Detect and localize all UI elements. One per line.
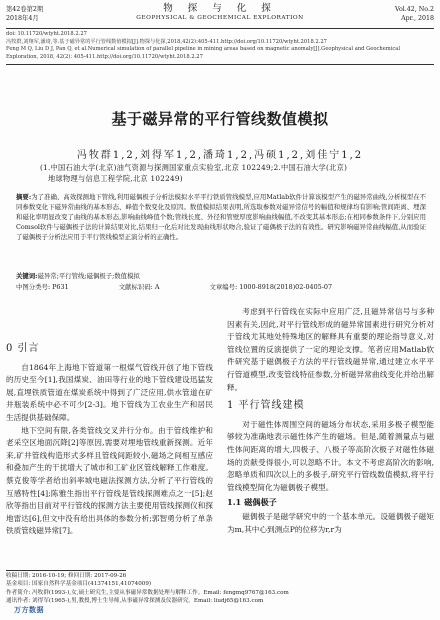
abstract-label: 摘要: [16,193,32,201]
affiliation-line-2: 地球物理与信息工程学院,北京 102249) [48,174,183,183]
month-label: Apr., 2018 [401,15,434,22]
abstract [16,192,426,242]
header-rule [6,28,434,29]
affiliations [40,162,410,184]
journal-title-cn: 物 探 与 化 探 [163,3,277,14]
intro-heading: 0 引言 [6,343,40,354]
volume-label: Vol.42, No.2 [395,6,434,13]
keywords-text: 磁异常;平行管线;磁偶极子;数值模拟 [37,272,140,280]
citation-en-1: Feng M Q, Liu D J, Pan Q, et al.Numerical simulation of parallel pipeline in mining areas based on magnetic anomaly[J].Geophysical and Geochemical [6,46,401,53]
header-right [395,5,434,23]
left-column [6,337,213,538]
document-code: 文献标识码: A [118,283,160,291]
journal-title-en: GEOPHYSICAL & GEOCHEMICAL EXPLORATION [136,15,304,21]
keywords [16,271,426,280]
fund-info: 基金项目: 国家自然科学基金项目(41374151,41074009) [6,581,152,588]
date-label: 2018年4月 [6,15,39,22]
author-bio: 作者简介: 冯牧群(1993-),女,硕士研究生,主要从事磁异常数据处理与解释工作。Email: fengmq9767@163.com [6,589,289,596]
right-paragraph-3: 磁偶极子是磁学研究中的一个基本单元。设磁偶极子磁矩为m,其中心到测点P的位移为r,r为 [227,511,434,534]
abstract-text: 为了准确、高效探测地下管线,利用磁偶极子分析法模拟水平平行铁质管线模型,应用Matlab软件计算该模型产生的磁异常曲线,分析模型在不同参数变化下磁异常曲线的基本形态、峰值个数变化及原因。数值模拟结果表明,所选取参数对磁异常信号的幅值和规律均有影响;管间距离、埋深和磁化率明显改变了曲线的基本形态,影响曲线峰值个数;管线长度、外径和管壁厚度影响曲线幅值,不改变其基本形态;在相同参数条件下,分别应用Comsol软件与磁偶极子法的计算结果对比,结果归一化后对比发现曲线形状吻合,验证了磁偶极子法的有效性。研究影响磁异常曲线幅值,从而验证了磁偶极子分析法应用于平行管线模型正演分析的正确性。 [16,193,427,242]
page-header [6,2,434,28]
header-center [6,3,434,22]
citation-block [6,31,432,61]
wanfang-logo: 万方数据 [14,605,44,614]
right-paragraph-1: 考虑到平行管线在实际中应用广泛,且磁异常信号与多种因素有关,因此,对平行管线形成的磁异常国素进行研究分析对于管线尤其地处特殊地区的解释具有重要的理论指导意义,对管线位置的反演提供了一定的理论支撑。笔者应用Matlab软件研究基于磁偶极子方法的平行管线磁异常,通过建立水平平行管道模型,改变管线特征参数,分析磁异常曲线变化并给出解释。 [227,307,434,392]
citation-cn: 冯牧群,刘翔军,潘琦,等.基于磁异常的平行管线数值模拟[J].物探与化探,2018,42(2):405-411.http://doi.org/10.11720/wtyht.2018.2.27 [6,38,327,45]
article-number: 文章编号: 1000-8918(2018)02-0405-07 [209,283,333,291]
author-list: 冯牧群1,2,刘得军1,2,潘琦1,2,冯硕1,2,刘佳宁1,2 [76,150,364,161]
footnotes [6,572,432,605]
right-column [227,306,434,536]
citation-en-2: Exploration, 2018, 42(2): 405-411.http://doi.org/10.11720/wtyht.2018.2.27 [6,53,203,60]
right-paragraph-2: 对于磁性体周围空间的磁场分布状态,采用多极子模型能够较为准确地表示磁性体产生的磁场。但是,随着测量点与磁性体间距离的增大,四极子、八极子等高阶次极子对磁性体磁场的贡献受得很小,可以忽略不计。本文不考虑高阶次的影响,忽略单质和四次以上的多极子,研究平行管线数值模拟,将平行管线模型简化为磁偶极子模型。 [227,419,434,492]
clc-number: 中图分类号: P631 [16,283,69,291]
keywords-label: 关键词: [16,272,38,280]
corresponding-author: 通讯作者: 刘得军(1965-),男,教授,博士生导师,从事磁异常探测及仪器研究。Email: liudj65@163.com [6,597,264,604]
footnote-rule [6,570,126,571]
citation-rule [6,64,434,65]
issue-label: 第42卷第2期 [6,6,44,13]
section-1-1-heading: 1.1 磁偶极子 [227,497,277,508]
classification-line [16,282,426,291]
section-1-heading: 1 平行管线建模 [227,400,305,412]
received-date: 收稿日期: 2016-10-19; 修回日期: 2017-09-26 [6,573,127,579]
doi-line: doi: 10.11720/wtyht.2018.2.27 [6,31,87,37]
intro-paragraph-2: 地下空间有限,各类管线交叉并行分布。由于管线维护和老采空区地面沉降[2]等原因,需要对埋地管线重新探测。近年来,矿井管线构造形式多样且管线间距较小,磁场之间相互感应和叠加产生的干扰增大了城市和工矿业区管线解释工作难度。蔡克俊等学者给出斜率城电磁法探测方法,分析了平行管线的互感特性[4];陈雅生指出平行管线是管线探测难点之一[5];赵欣等指出目前对平行管线的探测方法主要使用管线探测仪和探地雷达[6],但文中没有给出具体的参数分析;郭智勇分析了单条铁质管线磁异常[7]。 [6,425,213,536]
intro-paragraph-1: 自1864年上海地下管道第一根煤气管线开创了地下管线的历史至今[1],我国煤炭、油田等行业的地下管线建设迅猛发展,直埋铁质管道在煤炭系统中得到了广泛应用,供水管道在矿井瓶装系统中必不可少[2-3]。地下管线为工农业生产和居民生活提供基础保障。 [6,362,213,422]
affiliation-line-1: (1.中国石油大学(北京)油气资源与探测国家重点实验室,北京 102249;2.中国石油大学(北京) [40,163,348,172]
article-title: 基于磁异常的平行管线数值模拟 [111,110,329,128]
